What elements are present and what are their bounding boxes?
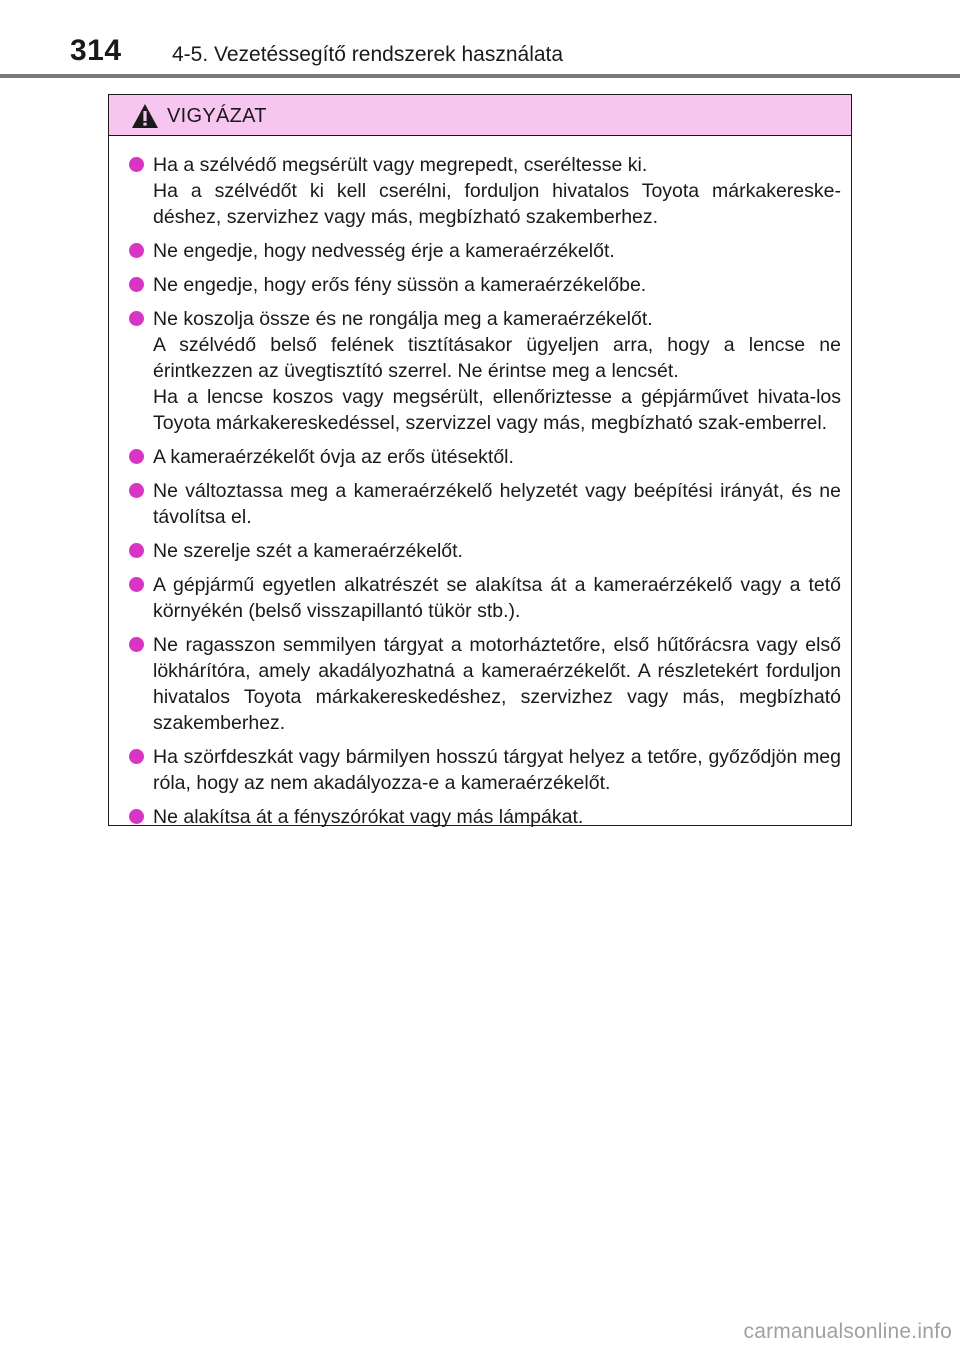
bullet-icon: [129, 637, 144, 652]
warning-item: [129, 152, 841, 230]
warning-item-text: Ne engedje, hogy erős fény süssön a kameraérzékelőbe.: [153, 274, 647, 296]
warning-list: [109, 136, 851, 830]
warning-item-text: A kameraérzékelőt óvja az erős ütésektől.: [153, 446, 514, 468]
warning-item: [129, 632, 841, 736]
bullet-icon: [129, 311, 144, 326]
warning-item-text: Ne változtassa meg a kameraérzékelő helyzetét vagy beépítési irányát, és ne távolítsa el.: [153, 480, 841, 528]
warning-item-text: Ne szerelje szét a kameraérzékelőt.: [153, 540, 463, 562]
warning-item-text: Ne koszolja össze és ne rongálja meg a kameraérzékelőt.: [153, 308, 653, 330]
header-divider: [0, 74, 960, 78]
bullet-icon: [129, 577, 144, 592]
warning-item-text: Ne ragasszon semmilyen tárgyat a motorháztetőre, első hűtőrácsra vagy első lökhárítóra, amely akadályozhatná a kameraérzékelőt. A részletekért forduljon hivatalos Toyota márkakereskedéshez, szervizhez vagy más, megbízható szakemberhez.: [153, 634, 841, 734]
bullet-icon: [129, 157, 144, 172]
bullet-icon: [129, 749, 144, 764]
warning-item: [129, 804, 841, 830]
warning-item: [129, 572, 841, 624]
warning-item: [129, 538, 841, 564]
watermark: carmanualsonline.info: [743, 1320, 952, 1343]
bullet-icon: [129, 543, 144, 558]
warning-item-text: Ne engedje, hogy nedvesség érje a kameraérzékelőt.: [153, 240, 615, 262]
warning-item: [129, 238, 841, 264]
page-number: 314: [70, 34, 122, 67]
warning-title: VIGYÁZAT: [167, 105, 267, 127]
warning-item: [129, 478, 841, 530]
warning-item: [129, 744, 841, 796]
page-header: [0, 0, 960, 80]
section-title: 4-5. Vezetéssegítő rendszerek használata: [172, 43, 564, 66]
warning-item-text: Ne alakítsa át a fényszórókat vagy más lámpákat.: [153, 806, 584, 828]
bullet-icon: [129, 483, 144, 498]
bullet-icon: [129, 243, 144, 258]
warning-item-text: A gépjármű egyetlen alkatrészét se alakítsa át a kameraérzékelő vagy a tető környékén (belső visszapillantó tükör stb.).: [153, 574, 841, 622]
warning-triangle-icon: [131, 103, 159, 129]
warning-item-text: A szélvédő belső felének tisztításakor ügyeljen arra, hogy a lencse ne érintkezzen az üvegtisztító szerrel. Ne érintse meg a lencsét.: [153, 334, 841, 382]
warning-box: [108, 94, 852, 826]
warning-item: [129, 444, 841, 470]
warning-item-text: Ha a lencse koszos vagy megsérült, ellenőriztesse a gépjárművet hivata-los Toyota márkakereskedéssel, szervizzel vagy más, megbízható szak-emberrel.: [153, 386, 841, 434]
warning-header: [109, 95, 851, 136]
warning-item-text: Ha szörfdeszkát vagy bármilyen hosszú tárgyat helyez a tetőre, győződjön meg róla, hogy az nem akadályozza-e a kameraérzékelőt.: [153, 746, 841, 794]
warning-item-text: Ha a szélvédőt ki kell cserélni, forduljon hivatalos Toyota márkakereske-déshez, szervizhez vagy más, megbízható szakemberhez.: [153, 180, 841, 228]
bullet-icon: [129, 277, 144, 292]
warning-item: [129, 272, 841, 298]
bullet-icon: [129, 809, 144, 824]
warning-item-text: Ha a szélvédő megsérült vagy megrepedt, cseréltesse ki.: [153, 154, 648, 176]
bullet-icon: [129, 449, 144, 464]
warning-item: [129, 306, 841, 436]
